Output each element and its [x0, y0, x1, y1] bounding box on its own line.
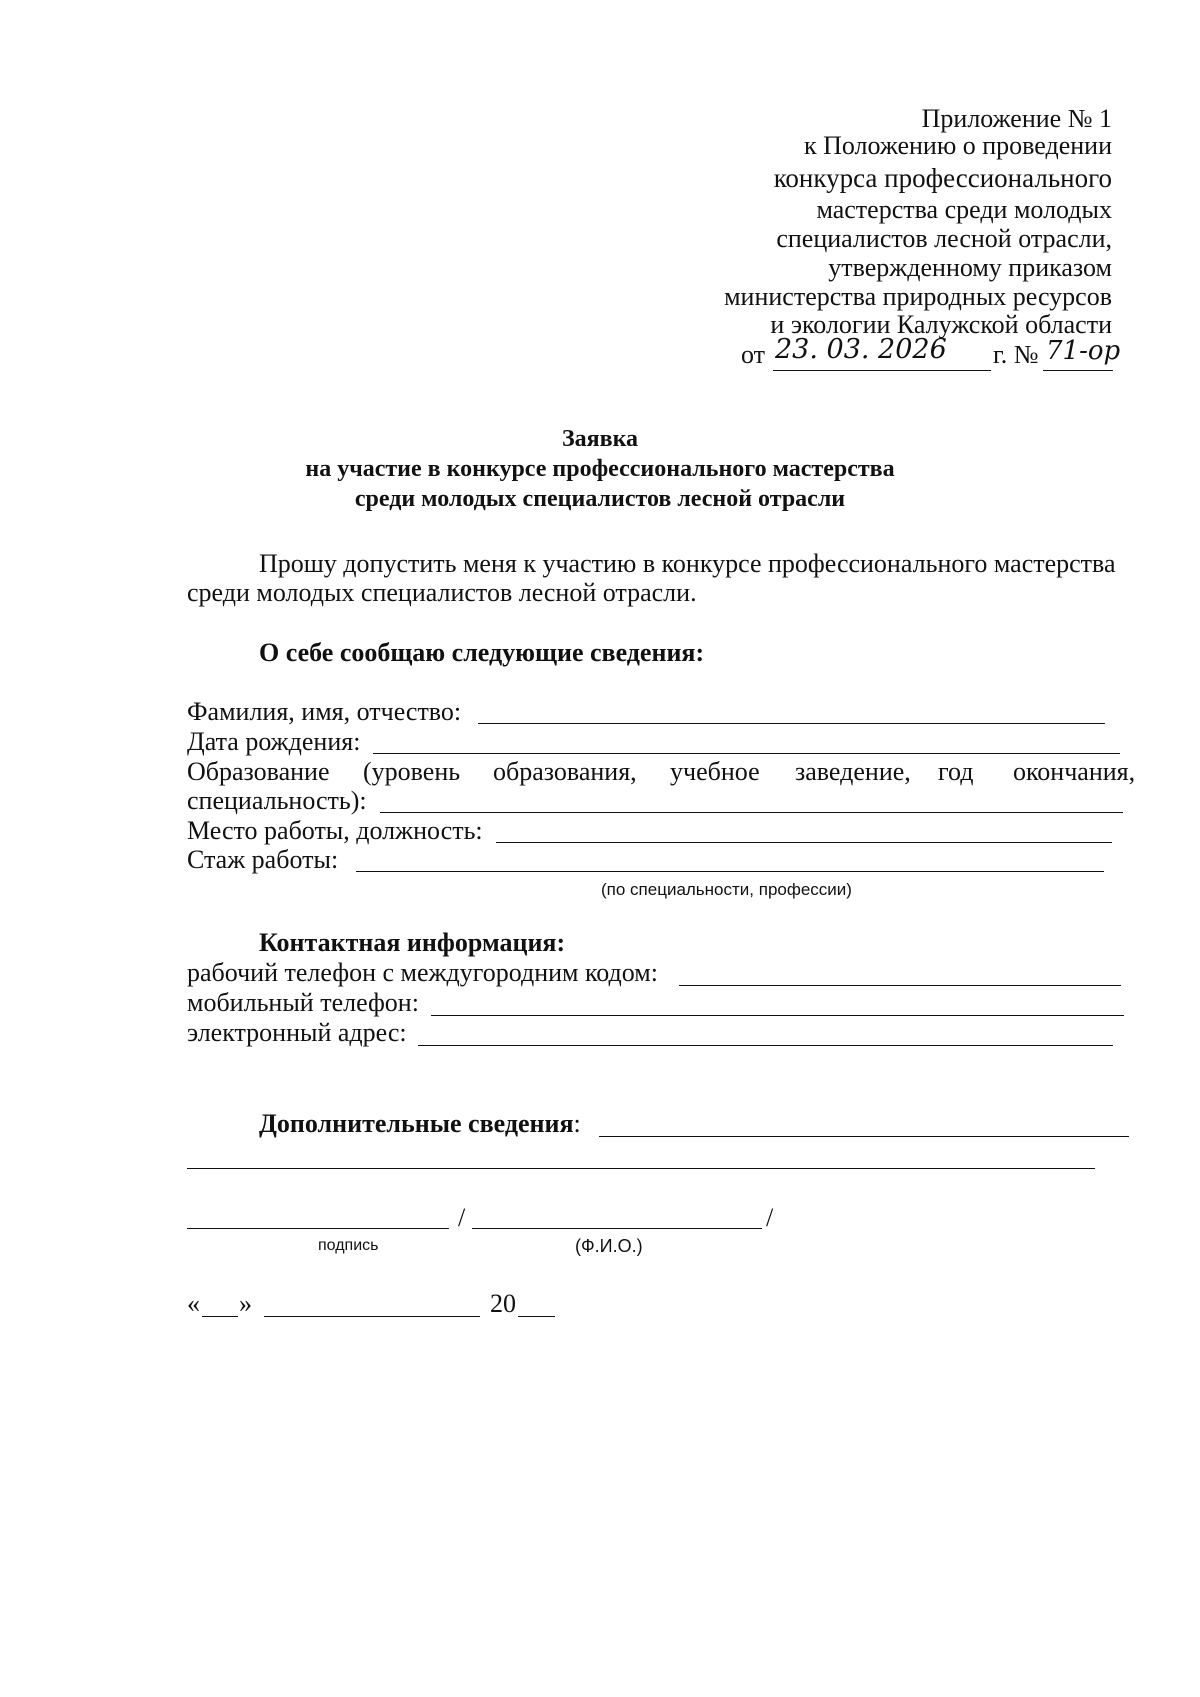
fio-field-line[interactable]: [478, 723, 1105, 724]
contacts-heading: Контактная информация:: [259, 928, 566, 957]
appendix-line: утвержденному приказом: [828, 253, 1112, 282]
handwritten-date: 23. 03. 2026: [775, 334, 947, 365]
fio-caption: (Ф.И.О.): [575, 1236, 643, 1256]
edu-word: (уровень: [363, 757, 461, 786]
document-title: Заявка: [561, 426, 639, 452]
appendix-title: Приложение № 1: [921, 104, 1112, 133]
work-label: Место работы, должность:: [187, 816, 483, 845]
experience-label: Стаж работы:: [187, 845, 339, 874]
additional-field-line[interactable]: [599, 1136, 1129, 1137]
additional-colon: :: [573, 1109, 581, 1138]
number-underline: [1043, 370, 1113, 371]
birth-date-label: Дата рождения:: [187, 727, 361, 756]
appendix-line: к Положению о проведении: [803, 131, 1112, 160]
open-quote: «: [187, 1289, 200, 1318]
appendix-line: специалистов лесной отрасли,: [776, 224, 1112, 253]
about-heading: О себе сообщаю следующие сведения:: [259, 638, 705, 667]
additional-heading-text: Дополнительные сведения: [259, 1109, 574, 1138]
education-field-line[interactable]: [380, 812, 1123, 813]
experience-field-line[interactable]: [356, 871, 1104, 872]
edu-word: образования,: [493, 757, 637, 786]
appendix-line: и экологии Калужской области: [770, 310, 1112, 339]
birth-date-field-line[interactable]: [373, 753, 1120, 754]
fio-signature-line[interactable]: [472, 1228, 762, 1229]
year-field-line[interactable]: [518, 1316, 555, 1317]
from-label: от: [741, 340, 766, 369]
additional-field-line-2[interactable]: [187, 1168, 1095, 1169]
month-field-line[interactable]: [264, 1316, 480, 1317]
handwritten-number: 71-ор: [1046, 336, 1121, 366]
edu-word: заведение,: [795, 757, 911, 786]
edu-word: год: [938, 757, 974, 786]
fio-label: Фамилия, имя, отчество:: [187, 697, 462, 726]
work-phone-field-line[interactable]: [679, 985, 1121, 986]
appendix-line: мастерства среди молодых: [816, 195, 1112, 224]
edu-word: окончания,: [1013, 757, 1136, 786]
appendix-line: министерства природных ресурсов: [724, 282, 1112, 311]
document-subtitle: среди молодых специалистов лесной отрасли: [354, 486, 846, 512]
mobile-phone-label: мобильный телефон:: [187, 988, 419, 1017]
email-field-line[interactable]: [418, 1045, 1113, 1046]
additional-heading: [259, 1109, 581, 1139]
day-field-line[interactable]: [202, 1316, 238, 1317]
close-quote: »: [239, 1289, 252, 1318]
request-paragraph: Прошу допустить меня к участию в конкурсе профессионального мастерства: [259, 549, 1116, 578]
edu-word: учебное: [670, 757, 760, 786]
date-underline: [773, 370, 991, 371]
document-subtitle: на участие в конкурсе профессионального мастерства: [305, 456, 895, 482]
work-field-line[interactable]: [496, 842, 1112, 843]
request-paragraph: среди молодых специалистов лесной отрасли.: [187, 578, 697, 607]
email-label: электронный адрес:: [187, 1018, 407, 1047]
number-label: г. №: [993, 340, 1039, 369]
mobile-phone-field-line[interactable]: [431, 1015, 1124, 1016]
edu-word: Образование: [187, 757, 330, 786]
specialty-label: специальность):: [187, 786, 367, 815]
signature-caption: подпись: [318, 1237, 379, 1254]
work-phone-label: рабочий телефон с междугородним кодом:: [187, 958, 658, 987]
year-prefix: 20: [490, 1289, 516, 1318]
separator-slash: /: [458, 1203, 466, 1232]
appendix-line: конкурса профессионального: [773, 163, 1112, 193]
separator-slash: /: [766, 1203, 774, 1232]
signature-line[interactable]: [187, 1228, 449, 1229]
experience-caption: (по специальности, профессии): [601, 880, 852, 899]
